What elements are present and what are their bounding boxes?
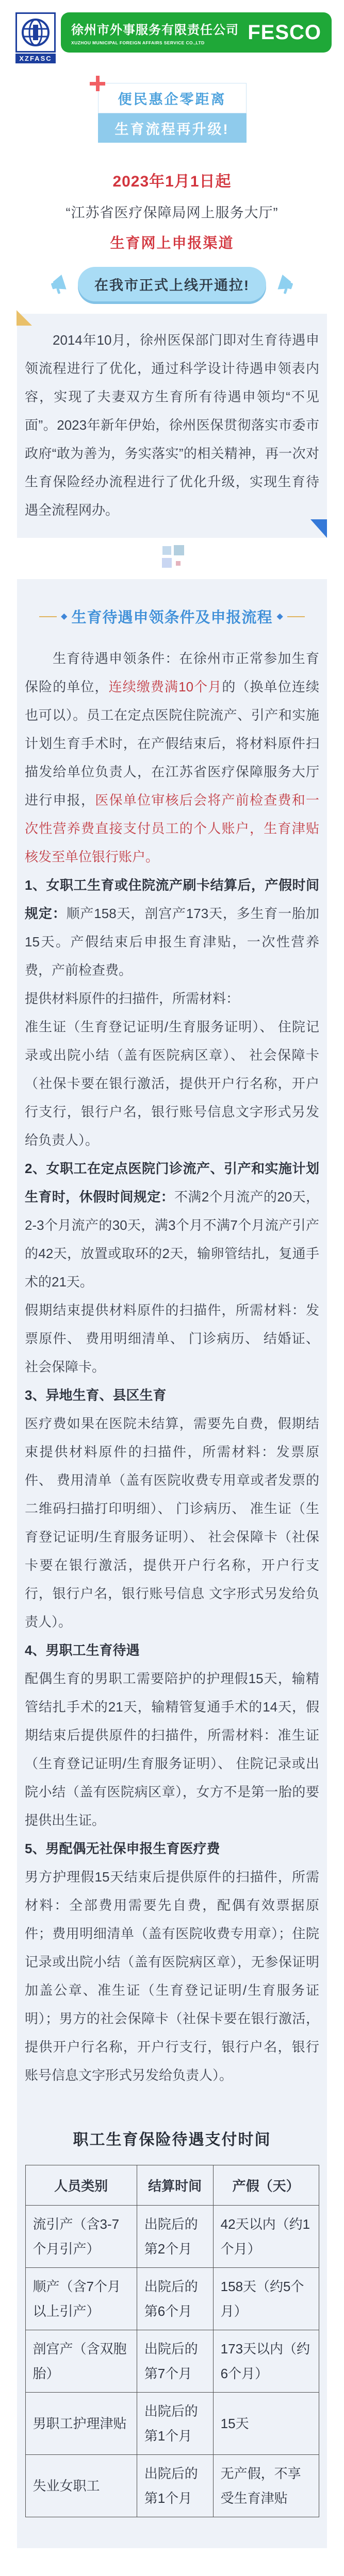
table-row [25,2268,319,2330]
cell-settle-time: 出院后的第6个月 [137,2268,213,2330]
cell-leave-days: 173天以内（约6个月） [213,2330,319,2393]
body-paragraph: 假期结束提供材料原件的扫描件，所需材料：发票原件、 费用明细清单、 门诊病历、 结婚证、 社会保障卡。 [25,1302,319,1375]
payment-table-title: 职工生育保险待遇支付时间 [73,2131,271,2148]
body-paragraph: 配偶生育的男职工需要陪护的护理假15天，输精管结扎手术的21天，输精管复通手术的14天，假期结束后提供原件的扫描件，所需材料：准生证（生育登记证明/生育服务证明）、 住院记录或出院小结（盖有医院病区章），女方不是第一胎的要提供出生证。 [25,1671,319,1828]
table-row [25,2393,319,2455]
megaphone-icon [49,274,71,295]
diamond-icon: ◆ [276,612,283,621]
table-row [25,2330,319,2393]
cell-leave-days: 158天（约5个月） [213,2268,319,2330]
table-header-row [25,2165,319,2206]
payment-time-table [25,2165,319,2517]
megaphone-icon [273,274,295,295]
cell-person-type: 剖宫产（含双胞胎） [25,2330,137,2393]
table-row [25,2455,319,2517]
announcement-row [0,267,344,301]
cell-person-type: 顺产（含7个月以上引产） [25,2268,137,2330]
body-paragraph: 2、女职工在定点医院门诊流产、引产和实施计划生育时，休假时间规定：不满2个月流产的20天，2-3个月流产的30天，满3个月不满7个月流产引产的42天，放置或取环的2天，输卵管结扎，复通手术的21天。 [25,1161,319,1290]
body-paragraph: 5、男配偶无社保申报生育医疗费 [25,1841,220,1856]
gold-corner-icon [17,310,32,326]
cell-person-type: 流引产（含3-7个月引产） [25,2206,137,2268]
company-names [71,20,242,45]
square-decoration [162,546,171,555]
body-paragraph: 生育待遇申领条件：在徐州市正常参加生育保险的单位，连续缴费满10个月的（换单位连续也可以）。员工在定点医院住院流产、引产和实施计划生育手术时，在产假结束后，将材料原件扫描发给单位负责人，在江苏省医疗保障服务大厅进行申报，医保单位审核后会将产前检查费和一次性营养费直接支付员工的个人账户，生育津贴核发至单位银行账户。 [25,651,319,865]
square-decoration [162,558,172,568]
globe-logo-icon [15,12,56,53]
table-row [25,2206,319,2268]
cell-person-type: 男职工护理津贴 [25,2393,137,2455]
blue-corner-icon [310,519,327,538]
company-name-en: XUZHOU MUNICIPAL FOREIGN AFFAIRS SERVICE CO.,LTD [71,40,205,45]
col-header-person-type: 人员类别 [25,2165,137,2206]
cell-settle-time: 出院后的第1个月 [137,2393,213,2455]
globe-logo-icon [21,18,51,47]
process-panel [17,579,327,2548]
squares-divider [0,538,344,570]
section-title: 生育待遇申领条件及申报流程 [71,609,273,626]
body-paragraph: 1、女职工生育或住院流产刷卡结算后，产假时间规定：顺产158天，剖宫产173天，多生育一胎加15天。产假结束后申报生育津贴，一次性营养费，产前检查费。 [25,877,319,978]
service-hall-title: “江苏省医疗保障局网上服务大厅” [65,205,279,221]
effective-date-title: 2023年1月1日起 [112,173,232,190]
company-banner [61,12,332,53]
logo-text: XZFASC [15,54,56,63]
cell-settle-time: 出院后的第1个月 [137,2455,213,2517]
online-channel-title: 生育网上申报渠道 [110,235,234,251]
announcement-pill: 在我市正式上线开通拉! [78,267,266,301]
hero-line2: 生育流程再升级! [98,113,247,143]
body-paragraph: 医疗费如果在医院未结算，需要先自费，假期结束提供材料原件的扫描件，所需材料：发票原件、 费用清单（盖有医院收费专用章或者发票的二维码扫描打印明细）、 门诊病历、 准生证（生育登记证明/生育服务证明）、 社会保障卡（社保卡要在银行激活，提供开户行名称，开户行支行，银行户名，银行账号信息 文字形式另发给负责人）。 [25,1416,319,1630]
hero-line1: 便民惠企零距离 [98,83,247,113]
body-paragraph: 提供材料原件的扫描件，所需材料： [25,991,240,1006]
cell-leave-days: 42天以内（约1个月） [213,2206,319,2268]
gold-line-decoration [287,616,305,617]
plus-icon [90,76,105,91]
company-header [0,0,344,63]
square-decoration [174,545,184,555]
gold-line-decoration [39,616,57,617]
col-header-leave-days: 产假（天） [213,2165,319,2206]
square-decoration [176,561,181,566]
body-paragraph: 3、异地生育、县区生育 [25,1387,167,1403]
cell-settle-time: 出院后的第2个月 [137,2206,213,2268]
col-header-settle-time: 结算时间 [137,2165,213,2206]
fesco-brand: FESCO [248,21,321,44]
body-paragraph: 准生证（生育登记证明/生育服务证明）、 住院记录或出院小结（盖有医院病区章）、 社会保障卡（社保卡要在银行激活，提供开户行名称，开户行支行，银行户名，银行账号信息文字形式另发给负责人）。 [25,1019,319,1148]
company-logo [15,12,56,63]
megaphone-icon [49,274,71,295]
body-paragraph: 男方护理假15天结束后提供原件的扫描件，所需材料：全部费用需要先自费，配偶有效票据原件；费用明细清单（盖有医院收费专用章）；住院记录或出院小结（盖有医院病区章），无参保证明加盖公章、准生证（生育登记证明/生育服务证明）；男方的社会保障卡（社保卡要在银行激活，提供开户行名称，开户行支行，银行户名，银行账号信息文字形式另发给负责人）。 [25,1869,319,2083]
diamond-icon: ◆ [61,612,68,621]
body-paragraph: 4、男职工生育待遇 [25,1642,140,1658]
intro-panel [17,314,327,538]
company-name-cn: 徐州市外事服务有限责任公司 [71,23,239,37]
megaphone-icon [273,274,295,295]
intro-paragraph: 2014年10月，徐州医保部门即对生育待遇申领流程进行了优化，通过科学设计待遇申领表内容，实现了夫妻双方生育所有待遇申领均“不见面”。2023年新年伊始，徐州医保贯彻落实市委市政府“敢为善为，务实落实”的相关精神，再一次对生育保险经办流程进行了优化升级，实现生育待遇全流程网办。 [25,332,319,518]
section-title-row [25,606,319,627]
cell-settle-time: 出院后的第7个月 [137,2330,213,2393]
cell-leave-days: 无产假，不享受生育津贴 [213,2455,319,2517]
hero-banner [98,83,247,143]
cell-leave-days: 15天 [213,2393,319,2455]
cell-person-type: 失业女职工 [25,2455,137,2517]
